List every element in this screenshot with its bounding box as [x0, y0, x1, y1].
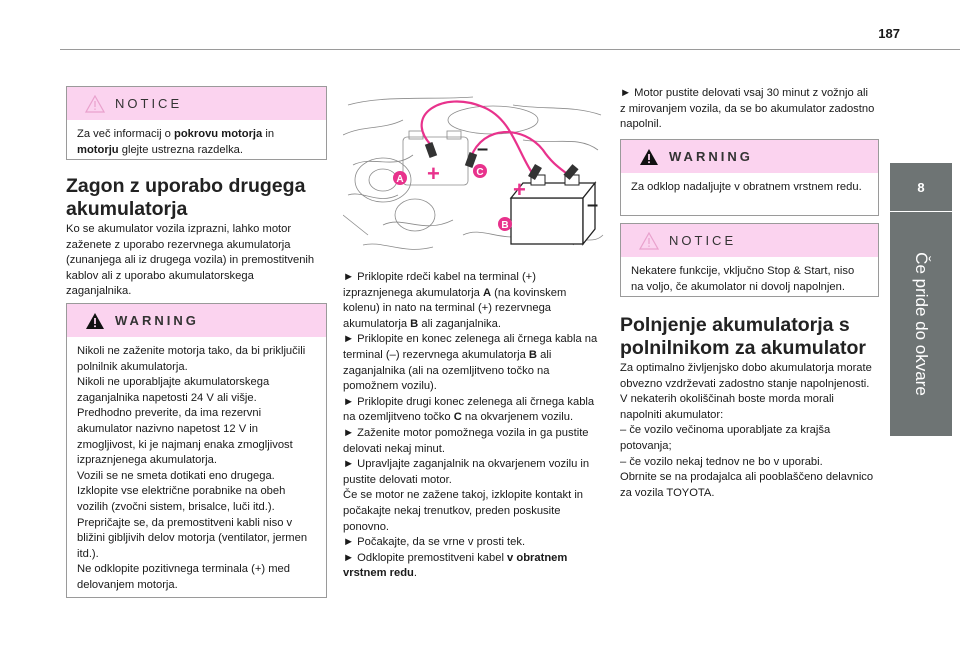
chapter-tab-label: Če pride do okvare — [912, 252, 931, 396]
notice-term: motorju — [77, 143, 119, 156]
section-heading-jump-start: Zagon z uporabo drugega akumulatorja — [66, 175, 306, 220]
notice-title: NOTICE — [669, 233, 737, 248]
chapter-tab-number[interactable]: 8 — [890, 163, 952, 211]
notice-icon — [639, 232, 659, 250]
label-c-marker — [473, 164, 487, 178]
step-item: ► Upravljajte zaganjalnik na okvarjenem vozilu in pustite delovati motor. — [343, 458, 590, 486]
warning-line: Predhodno preverite, da ima rezervni akumulator nazivno napetost 12 V in zmogljivost, ki je najmanj enaka zmogljivost izpraznjenega akumulatorja. — [77, 407, 293, 467]
chapter-tab[interactable] — [890, 212, 952, 436]
warning-box — [66, 303, 327, 598]
notice-term: pokrovu motorja — [174, 128, 263, 140]
jump-start-illustration — [343, 95, 605, 263]
notice-header — [621, 224, 878, 257]
notice-text: glejte ustrezna razdelka. — [118, 143, 244, 156]
label-a: A — [396, 174, 404, 185]
charging-para: V nekaterih okoliščinah boste morda morali napolniti akumulator: — [620, 393, 834, 421]
warning-body — [67, 337, 326, 603]
charging-list-item: – če vozilo nekaj tednov ne bo v uporabi. — [620, 455, 823, 468]
step-item: ► Priklopite drugi konec zelenega ali črnega kabla na ozemljitveno točko C na okvarjenem vozilu. — [343, 395, 595, 424]
warning-header — [67, 304, 326, 337]
plus-symbol: + — [513, 177, 526, 202]
cable-clamps — [425, 142, 579, 180]
warning-title: WARNING — [669, 149, 753, 164]
warning-icon — [85, 312, 105, 330]
page-number: 187 — [878, 26, 900, 41]
warning-line: Prepričajte se, da premostitveni kabli niso v bližini gibljivih delov motorja (ventilator, jermen itd.). — [77, 516, 308, 560]
charging-list-item: – če vozilo večinoma uporabljate za krajša potovanja; — [620, 424, 831, 452]
warning-line: Nikoli ne zaženite motorja tako, da bi priključili polnilnik akumulatorja. — [77, 345, 306, 373]
label-b-marker — [498, 217, 512, 231]
warning-line: Vozili se ne smeta dotikati eno drugega. — [77, 469, 275, 482]
notice-header — [67, 87, 326, 120]
notice-title: NOTICE — [115, 96, 183, 111]
warning-title: WARNING — [115, 313, 199, 328]
step-item: ► Zaženite motor pomožnega vozila in ga pustite delovati nekaj minut. — [343, 426, 589, 455]
minus-symbol: – — [477, 138, 489, 160]
warning-line: Ne odklopite pozitivnega terminala (+) med delovanjem motorja. — [77, 563, 290, 591]
jump-start-steps — [343, 270, 605, 582]
charging-para: Obrnite se na prodajalca ali pooblaščeno delavnico za vozila TOYOTA. — [620, 471, 874, 499]
warning-box-2 — [620, 139, 879, 216]
header-rule — [60, 49, 960, 50]
charging-text — [620, 361, 876, 501]
label-a-marker — [393, 171, 407, 185]
run-engine-step: ► Motor pustite delovati vsaj 30 minut z vožnjo ali z mirovanjem vozila, da se bo akumulator zadostno napolnil. — [620, 87, 875, 131]
section-heading-charging: Polnjenje akumulatorja s polnilnikom za akumulator — [620, 314, 866, 359]
plus-symbol: + — [427, 161, 440, 186]
warning-icon — [639, 148, 659, 166]
notice-text: Za več informacij o — [77, 128, 174, 140]
notice-body: Nekatere funkcije, vključno Stop & Start, niso na voljo, če akumolator ni dovolj napolnjen. — [631, 265, 855, 293]
notice-box-2 — [620, 223, 879, 297]
step-note: Če se motor ne zažene takoj, izklopite kontakt in počakajte nekaj trenutkov, preden poskusite ponovno. — [343, 489, 584, 533]
step-item: ► Odklopite premostitveni kabel v obratnem vrstnem redu. — [343, 551, 568, 580]
step-item: ► Priklopite rdeči kabel na terminal (+) izpraznjenega akumulatorja A (na kovinskem kolenu) in nato na terminal (+) rezervnega akumulatorja B ali zaganjalnika. — [343, 271, 567, 330]
warning-line: Nikoli ne uporabljajte akumulatorskega zaganjalnika napetosti 24 V ali višje. — [77, 376, 270, 404]
minus-symbol: – — [587, 194, 599, 216]
warning-header — [621, 140, 878, 173]
jumper-cables — [422, 101, 571, 177]
step-item: ► Počakajte, da se vrne v prosti tek. — [343, 536, 526, 549]
label-b: B — [501, 220, 509, 231]
step-item: ► Priklopite en konec zelenega ali črnega kabla na terminal (–) rezervnega akumulatorja B ali zaganjalnika (ali na ozemljitveno točko na pomožnem vozilu). — [343, 333, 598, 393]
charging-para: Za optimalno življenjsko dobo akumulatorja morate obvezno vzdrževati zadostno stanje napolnjenosti. — [620, 362, 872, 390]
notice-icon — [85, 95, 105, 113]
notice-box — [66, 86, 327, 160]
notice-body — [67, 120, 326, 167]
jump-start-intro: Ko se akumulator vozila izprazni, lahko motor zaženete z uporabo rezervnega akumulatorja (zunanjega ali iz drugega vozila) in premostitvenih kablov ali z uporabo akumulatorskega zaganjalnika. — [66, 223, 315, 298]
label-c: C — [476, 167, 484, 178]
warning-body: Za odklop nadaljujte v obratnem vrstnem redu. — [631, 181, 862, 193]
warning-line: Izklopite vse električne porabnike na obeh vozilih (zvočni sistem, brisalce, luči itd.). — [77, 485, 286, 513]
notice-text: in — [262, 128, 275, 140]
